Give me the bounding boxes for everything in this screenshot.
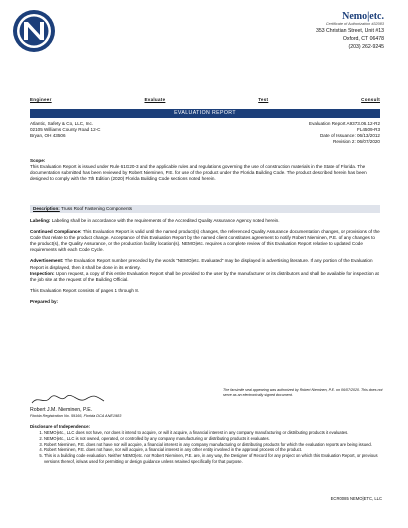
client-block — [30, 121, 100, 139]
inspection-paragraph — [30, 271, 382, 283]
address-line-1: 353 Christian Street, Unit #13 — [315, 28, 384, 34]
description-bar — [30, 205, 380, 213]
compliance-paragraph — [30, 229, 382, 253]
brand-tagline: Certificate of Authorization #32083 — [325, 22, 384, 26]
disclosure-section — [30, 424, 382, 465]
disclosure-item: 3. Robert Nieminen, P.E. does not have nor will acquire, a financial interest in any company manufacturing or distributing products for which the evaluation reports are being issued. — [44, 442, 382, 448]
page-footer: ECR0085 NEMO|ETC, LLC — [330, 496, 382, 501]
scope-section — [30, 158, 382, 182]
scope-heading: Scope: — [30, 158, 46, 163]
signature-image — [30, 393, 150, 407]
disclosure-item: 5. This is a building code evaluation. Neither NEMO|etc. nor Robert Nieminen, P.E. are, in any way, the Designer of Record for any project on which this Evaluation Report, or previous versions thereof, is/was used for permitting or design guidance unless retained specifically for that purpose. — [44, 453, 382, 465]
advertisement-label: Advertisement: — [30, 258, 64, 264]
client-address-1: 02105 Williams County Road 12-C — [30, 127, 101, 132]
electronic-seal-note — [223, 388, 383, 398]
report-info — [309, 121, 380, 145]
compliance-text: This Evaluation Report is valid until the named product(s) changes, the referenced Quality Assurance documentation changes, or provisions of the Code that relate to the product change. Acceptance of this Evaluation Report by the named client constitutes agreement to notify Robert Nieminen, P.E. of any changes to the product(s), the Quality Assurance, or the production facility location(s). NEMO|etc. requires a complete review of this Evaluation Report relative to updated Code requirements with each Code Cycle. — [30, 229, 380, 253]
advertisement-paragraph — [30, 258, 382, 270]
company-header — [316, 11, 384, 51]
compliance-label: Continued Compliance: — [30, 229, 82, 235]
scope-text: This Evaluation Report is issued under Rule 61G20-3 and the applicable rules and regulations governing the use of construction materials in the State of Florida. The documentation submitted has been reviewed by Robert Nieminen, P.E. for use of the product under the Florida Building Code. The product described herein has been designed to comply with the 7th Edition (2020) Florida Building Code sections noted herein. — [30, 164, 367, 182]
client-name: Atlantic, Safety & Co, LLC, Inc. — [30, 121, 94, 126]
prepared-by-label: Prepared by: — [30, 298, 59, 304]
revision-date: Revision 2: 06/07/2020 — [333, 139, 380, 144]
service-nav — [30, 97, 380, 102]
nav-item-evaluate: Evaluate — [144, 97, 166, 102]
disclosure-item: 1. NEMO|etc., LLC does not have, nor does it intend to acquire, or will it acquire, a financial interest in any company manufacturing or distributing products it evaluates. — [44, 430, 382, 436]
signer-credentials: Florida Registration No. 59166, Florida DCA ANE1983 — [30, 414, 122, 418]
conditions-section — [30, 218, 382, 305]
disclosure-item: 2. NEMO|etc., LLC is not owned, operated, or controlled by any company manufacturing or distributing products it evaluates. — [44, 436, 382, 442]
seal-text: The facsimile seal appearing was authorized by Robert Nieminen, P.E. on 06/07/2020. This does not serve as an electronically signed document. — [223, 388, 383, 397]
pages-note: This Evaluation Report consists of pages 1 through 8. — [30, 287, 140, 293]
nav-item-consult: Consult — [361, 97, 380, 102]
inspection-text: Upon request, a copy of this entire Evaluation Report shall be provided to the user by the manufacturer or its distributors and shall be available for inspection at the job site at the request of the Building Official. — [30, 270, 379, 282]
phone-number: (203) 262-9245 — [348, 44, 384, 50]
address-line-2: Oxford, CT 06478 — [342, 36, 384, 42]
disclosure-heading: Disclosure of Independence: — [30, 424, 91, 429]
fl-number: FL4509-R3 — [357, 127, 380, 132]
nav-item-engineer: Engineer — [30, 97, 52, 102]
labeling-text: Labeling shall be in accordance with the requirements of the Accredited Quality Assurance Agency noted herein. — [50, 218, 280, 223]
labeling-paragraph — [30, 218, 382, 224]
report-title-bar: EVALUATION REPORT — [30, 109, 380, 118]
inspection-label: Inspection: — [30, 270, 55, 276]
brand-name: Nemo|etc. — [342, 11, 384, 22]
signer-block — [30, 407, 121, 419]
signer-name: Robert J.M. Nieminen, P.E. — [30, 407, 93, 413]
description-value: Truss Roof Fastening Components — [61, 206, 133, 211]
nav-item-test: Test — [258, 97, 269, 102]
labeling-label: Labeling: — [30, 218, 51, 223]
report-number: Evaluation Report A9373.06.12-R2 — [309, 121, 380, 126]
disclosure-item: 4. Robert Nieminen, P.E. does not have, nor will acquire, a financial interest in any other entity involved in the approval process of the product. — [44, 447, 382, 453]
client-address-2: Bryan, OH 43506 — [30, 133, 66, 138]
advertisement-text: The Evaluation Report number preceded by the words “NEMO|etc. Evaluated” may be displayed in advertising literature. If any portion of the Evaluation Report is displayed, then it shall be done in its entirety. — [30, 258, 373, 270]
description-label: Description: — [33, 206, 60, 211]
issue-date: Date of Issuance: 06/13/2012 — [319, 133, 380, 138]
company-logo — [10, 8, 58, 54]
